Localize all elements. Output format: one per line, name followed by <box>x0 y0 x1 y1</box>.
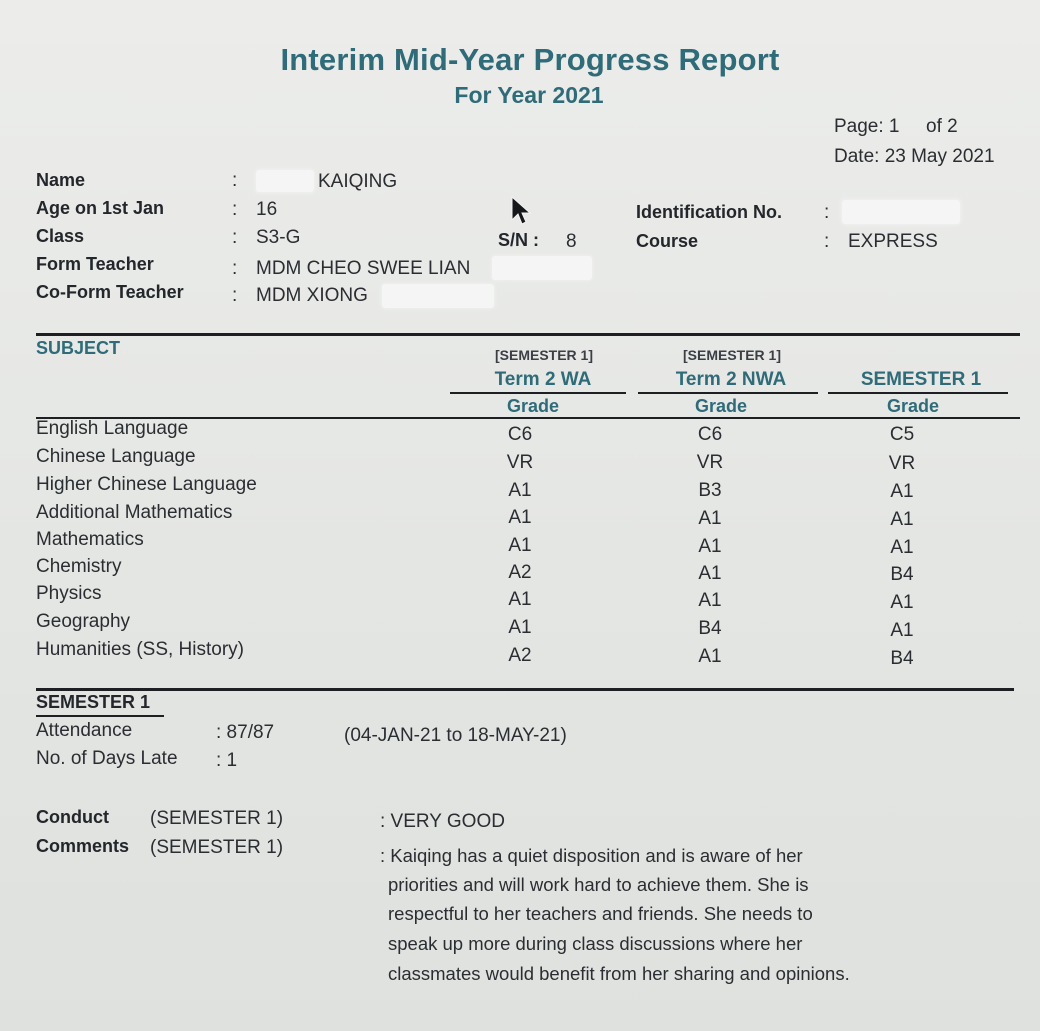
class-label: Class <box>36 226 85 246</box>
table-row-subject: Physics <box>36 583 102 604</box>
col3-grade-label: Grade <box>886 396 940 416</box>
age-colon: : <box>232 199 238 220</box>
table-cell-grade: A1 <box>508 480 532 501</box>
age-value: 16 <box>256 199 278 220</box>
col2-header: Term 2 NWA <box>675 369 787 390</box>
table-cell-grade: VR <box>696 452 724 473</box>
col1-grade-label: Grade <box>506 396 560 416</box>
table-cell-grade: A1 <box>890 592 914 613</box>
col3-underline <box>828 392 1008 394</box>
comments-text-line: speak up more during class discussions where her <box>388 933 803 954</box>
table-cell-grade: A1 <box>890 509 914 530</box>
report-title: Interim Mid-Year Progress Report <box>280 42 780 77</box>
co-form-teacher-label: Co-Form Teacher <box>36 282 184 302</box>
sn-value: 8 <box>566 231 577 252</box>
redacted-co-teacher-name <box>382 284 494 308</box>
table-cell-grade: B4 <box>698 618 722 639</box>
id-label: Identification No. <box>636 202 782 222</box>
table-row-subject: Chinese Language <box>36 446 196 467</box>
redacted-teacher-name <box>492 256 592 280</box>
col1-semester-tag: [SEMESTER 1] <box>494 347 593 363</box>
table-cell-grade: A1 <box>508 589 532 610</box>
table-row-subject: English Language <box>36 418 189 439</box>
form-teacher-colon: : <box>232 258 238 279</box>
semester-heading-underline <box>36 715 164 717</box>
col2-semester-tag: [SEMESTER 1] <box>682 347 781 363</box>
semester-top-rule <box>36 688 1014 691</box>
class-value: S3-G <box>256 227 301 248</box>
redacted-id-number <box>842 200 960 224</box>
report-date: Date: 23 May 2021 <box>834 146 995 167</box>
page-total: of 2 <box>926 116 958 137</box>
co-form-teacher-value: MDM XIONG <box>256 285 368 306</box>
table-cell-grade: C6 <box>697 424 723 445</box>
table-cell-grade: A1 <box>890 481 914 502</box>
course-colon: : <box>824 231 830 252</box>
table-cell-grade: VR <box>506 452 534 473</box>
table-cell-grade: A1 <box>698 536 722 557</box>
conduct-label: Conduct <box>36 807 109 827</box>
comments-semester: (SEMESTER 1) <box>150 837 284 858</box>
page-number: Page: 1 <box>834 116 900 137</box>
table-cell-grade: A2 <box>508 645 532 666</box>
course-value: EXPRESS <box>848 231 938 252</box>
table-cell-grade: A2 <box>508 562 532 583</box>
table-row-subject: Additional Mathematics <box>36 502 233 523</box>
table-cell-grade: A1 <box>698 563 722 584</box>
comments-label: Comments <box>36 836 130 856</box>
table-cell-grade: A1 <box>508 617 532 638</box>
semester-heading: SEMESTER 1 <box>36 692 151 712</box>
class-colon: : <box>232 227 238 248</box>
name-label: Name <box>36 170 86 190</box>
co-form-teacher-colon: : <box>232 285 238 306</box>
form-teacher-label: Form Teacher <box>36 254 154 274</box>
days-late-label: No. of Days Late <box>36 748 178 769</box>
mouse-pointer-icon <box>510 196 532 226</box>
table-cell-grade: A1 <box>698 646 722 667</box>
table-cell-grade: B3 <box>698 480 722 501</box>
table-cell-grade: C6 <box>507 424 533 445</box>
col3-header: SEMESTER 1 <box>860 369 982 390</box>
comments-text-line: respectful to her teachers and friends. She needs to <box>388 903 813 924</box>
course-label: Course <box>636 231 699 251</box>
attendance-range: (04-JAN-21 to 18-MAY-21) <box>344 725 567 746</box>
subject-header: SUBJECT <box>36 338 121 358</box>
col2-grade-label: Grade <box>694 396 748 416</box>
table-row-subject: Geography <box>36 611 131 632</box>
table-cell-grade: VR <box>888 453 916 474</box>
days-late-value: : 1 <box>216 750 238 771</box>
col2-underline <box>638 392 818 394</box>
table-row-subject: Higher Chinese Language <box>36 474 257 495</box>
id-colon: : <box>824 202 830 223</box>
redacted-surname <box>256 170 314 192</box>
table-cell-grade: A1 <box>890 620 914 641</box>
report-subtitle: For Year 2021 <box>454 82 604 108</box>
table-cell-grade: B4 <box>890 648 914 669</box>
table-row-subject: Chemistry <box>36 556 122 577</box>
table-cell-grade: A1 <box>698 508 722 529</box>
table-cell-grade: C5 <box>889 424 915 445</box>
table-top-rule <box>36 333 1020 336</box>
conduct-value: : VERY GOOD <box>380 811 505 832</box>
table-cell-grade: A1 <box>698 590 722 611</box>
comments-text-line: classmates would benefit from her sharing and opinions. <box>388 963 850 984</box>
form-teacher-value: MDM CHEO SWEE LIAN <box>256 258 471 279</box>
conduct-semester: (SEMESTER 1) <box>150 808 284 829</box>
comments-text-line: : Kaiqing has a quiet disposition and is aware of her <box>380 845 803 866</box>
table-cell-grade: A1 <box>508 507 532 528</box>
name-colon: : <box>232 170 238 191</box>
table-row-subject: Humanities (SS, History) <box>36 639 244 660</box>
sn-label: S/N : <box>498 230 540 250</box>
attendance-label: Attendance <box>36 720 133 741</box>
age-label: Age on 1st Jan <box>36 198 165 218</box>
comments-text-line: priorities and will work hard to achieve them. She is <box>388 874 809 895</box>
table-cell-grade: A1 <box>890 537 914 558</box>
name-value: KAIQING <box>318 171 398 192</box>
table-cell-grade: A1 <box>508 535 532 556</box>
col1-underline <box>450 392 626 394</box>
table-row-subject: Mathematics <box>36 529 144 550</box>
table-cell-grade: B4 <box>890 564 914 585</box>
attendance-value: : 87/87 <box>216 722 275 743</box>
col1-header: Term 2 WA <box>494 369 592 390</box>
